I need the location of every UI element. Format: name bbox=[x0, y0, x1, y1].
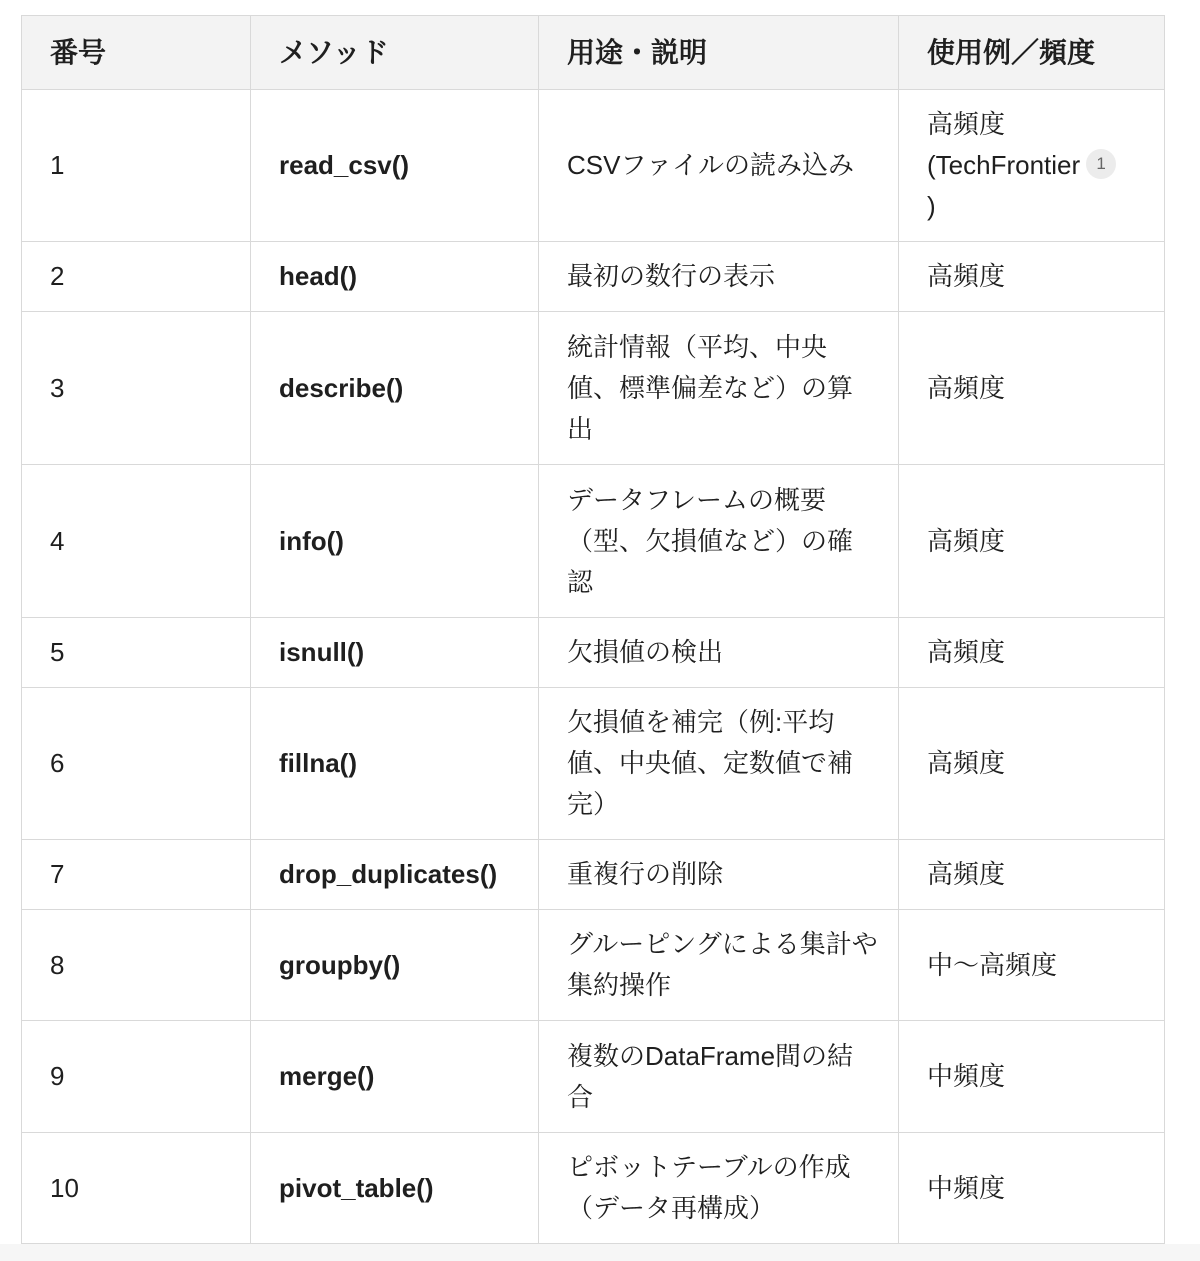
row-number: 6 bbox=[22, 688, 251, 840]
row-number: 10 bbox=[22, 1133, 251, 1244]
usage-frequency bbox=[899, 90, 1165, 242]
method-description: 重複行の削除 bbox=[539, 840, 899, 910]
table-row bbox=[22, 1021, 1165, 1133]
usage-frequency: 高頻度 bbox=[899, 312, 1165, 465]
usage-frequency: 中頻度 bbox=[899, 1021, 1165, 1133]
method-description: グルーピングによる集計や集約操作 bbox=[539, 910, 899, 1021]
method-name: isnull() bbox=[251, 618, 539, 688]
method-description: データフレームの概要（型、欠損値など）の確認 bbox=[539, 465, 899, 618]
method-description: 欠損値を補完（例:平均値、中央値、定数値で補完） bbox=[539, 688, 899, 840]
table-row bbox=[22, 242, 1165, 312]
method-description: 欠損値の検出 bbox=[539, 618, 899, 688]
header-method: メソッド bbox=[251, 16, 539, 90]
usage-frequency: 高頻度 bbox=[899, 465, 1165, 618]
row-number: 1 bbox=[22, 90, 251, 242]
table-row bbox=[22, 840, 1165, 910]
method-name: describe() bbox=[251, 312, 539, 465]
usage-frequency: 中～高頻度 bbox=[899, 910, 1165, 1021]
method-name: merge() bbox=[251, 1021, 539, 1133]
row-number: 2 bbox=[22, 242, 251, 312]
row-number: 4 bbox=[22, 465, 251, 618]
pandas-methods-table bbox=[21, 15, 1165, 1244]
citation-badge[interactable]: 1 bbox=[1086, 149, 1116, 179]
table-header-row bbox=[22, 16, 1165, 90]
method-name: head() bbox=[251, 242, 539, 312]
usage-frequency: 中頻度 bbox=[899, 1133, 1165, 1244]
method-name: fillna() bbox=[251, 688, 539, 840]
method-description: CSVファイルの読み込み bbox=[539, 90, 899, 242]
method-name: pivot_table() bbox=[251, 1133, 539, 1244]
table-row bbox=[22, 688, 1165, 840]
row-number: 9 bbox=[22, 1021, 251, 1133]
table-row bbox=[22, 312, 1165, 465]
method-name: groupby() bbox=[251, 910, 539, 1021]
table-row bbox=[22, 90, 1165, 242]
header-frequency: 使用例／頻度 bbox=[899, 16, 1165, 90]
method-description: ピボットテーブルの作成（データ再構成） bbox=[539, 1133, 899, 1244]
usage-frequency: 高頻度 bbox=[899, 242, 1165, 312]
method-name: info() bbox=[251, 465, 539, 618]
method-description: 複数のDataFrame間の結合 bbox=[539, 1021, 899, 1133]
row-number: 8 bbox=[22, 910, 251, 1021]
source-close: ) bbox=[927, 191, 936, 221]
method-name: drop_duplicates() bbox=[251, 840, 539, 910]
table-row bbox=[22, 910, 1165, 1021]
table-row bbox=[22, 618, 1165, 688]
method-description: 最初の数行の表示 bbox=[539, 242, 899, 312]
usage-frequency: 高頻度 bbox=[899, 618, 1165, 688]
table-row bbox=[22, 1133, 1165, 1244]
frequency-label: 高頻度 bbox=[927, 109, 1006, 139]
usage-frequency: 高頻度 bbox=[899, 840, 1165, 910]
header-number: 番号 bbox=[22, 16, 251, 90]
row-number: 3 bbox=[22, 312, 251, 465]
source-text: (TechFrontier bbox=[927, 150, 1081, 180]
usage-frequency: 高頻度 bbox=[899, 688, 1165, 840]
row-number: 7 bbox=[22, 840, 251, 910]
header-description: 用途・説明 bbox=[539, 16, 899, 90]
page-bottom-edge bbox=[0, 1244, 1200, 1261]
method-description: 統計情報（平均、中央値、標準偏差など）の算出 bbox=[539, 312, 899, 465]
row-number: 5 bbox=[22, 618, 251, 688]
table-row bbox=[22, 465, 1165, 618]
method-name: read_csv() bbox=[251, 90, 539, 242]
